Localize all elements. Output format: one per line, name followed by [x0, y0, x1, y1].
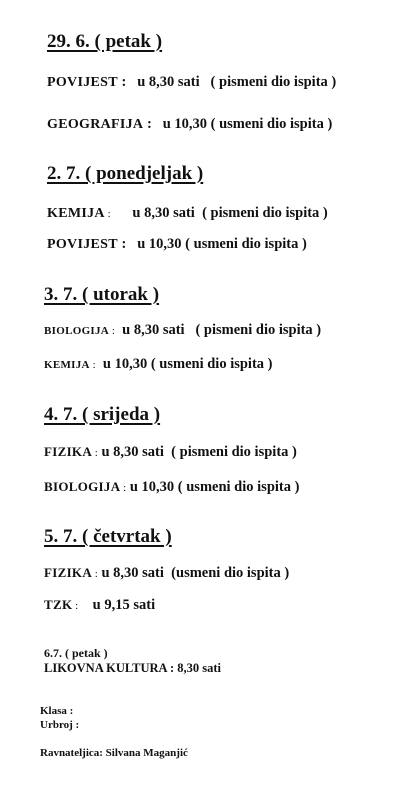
day-header-4: 4. 7. ( srijeda ) — [44, 404, 161, 425]
exam-time: u 8,30 sati — [101, 565, 164, 581]
exam-separator: : — [109, 325, 115, 337]
exam-separator: : — [117, 236, 127, 252]
exam-time: u 10,30 — [137, 236, 182, 252]
exam-row — [44, 322, 321, 339]
exam-subject: KEMIJA — [44, 359, 90, 371]
exam-subject: BIOLOGIJA — [44, 479, 121, 494]
exam-row — [44, 597, 155, 614]
exam-note: ( pismeni dio ispita ) — [195, 322, 322, 338]
exam-time: u 10,30 — [162, 116, 208, 132]
exam-row — [44, 444, 297, 461]
extra-line: LIKOVNA KULTURA : 8,30 sati — [44, 661, 221, 675]
exam-row — [47, 74, 336, 91]
exam-time: u 10,30 — [102, 356, 148, 372]
exam-row — [47, 205, 328, 222]
exam-subject: POVIJEST — [47, 237, 118, 252]
exam-subject: FIZIKA — [44, 565, 93, 580]
urbroj-label: Urbroj : — [40, 719, 80, 731]
exam-separator: : — [89, 359, 96, 371]
exam-time: u 8,30 sati — [137, 74, 200, 90]
day-header-5: 5. 7. ( četvrtak ) — [44, 526, 172, 547]
extra-date: 6.7. ( petak ) — [44, 646, 108, 660]
klasa-label: Klasa : — [40, 705, 74, 717]
exam-time: u 8,30 sati — [132, 205, 195, 221]
exam-subject: KEMIJA — [47, 206, 105, 221]
exam-separator: : — [143, 116, 152, 132]
principal-signature-line: Ravnateljica: Silvana Maganjić — [40, 747, 188, 759]
day-header-1: 29. 6. ( petak ) — [47, 31, 163, 52]
exam-separator: : — [92, 568, 98, 580]
exam-subject: BIOLOGIJA — [44, 325, 110, 337]
exam-row — [47, 236, 307, 253]
exam-note: ( pismeni dio ispita ) — [202, 205, 328, 221]
day-header-2: 2. 7. ( ponedjeljak ) — [47, 163, 204, 184]
exam-time: u 9,15 sati — [92, 597, 156, 613]
exam-note: ( pismeni dio ispita ) — [171, 444, 297, 460]
exam-subject: GEOGRAFIJA — [47, 117, 144, 132]
exam-note: ( usmeni dio ispita ) — [177, 479, 300, 495]
exam-row — [44, 356, 273, 373]
exam-row — [47, 116, 332, 133]
exam-subject: TZK — [44, 597, 73, 612]
exam-note: ( pismeni dio ispita ) — [210, 74, 337, 90]
exam-time: u 10,30 — [129, 479, 175, 495]
exam-separator: : — [72, 600, 79, 612]
exam-note: (usmeni dio ispita ) — [171, 565, 290, 581]
exam-separator: : — [117, 74, 127, 90]
exam-time: u 8,30 sati — [101, 444, 164, 460]
exam-subject: FIZIKA — [44, 444, 93, 459]
exam-note: ( usmeni dio ispita ) — [210, 116, 333, 132]
exam-note: ( usmeni dio ispita ) — [185, 236, 307, 252]
exam-separator: : — [120, 482, 127, 494]
day-header-3: 3. 7. ( utorak ) — [44, 284, 160, 305]
exam-row — [44, 479, 299, 496]
exam-note: ( usmeni dio ispita ) — [150, 356, 273, 372]
exam-row — [44, 565, 289, 582]
exam-separator: : — [92, 447, 98, 459]
exam-separator: : — [104, 208, 111, 220]
exam-time: u 8,30 sati — [122, 322, 185, 338]
exam-subject: POVIJEST — [47, 75, 118, 90]
